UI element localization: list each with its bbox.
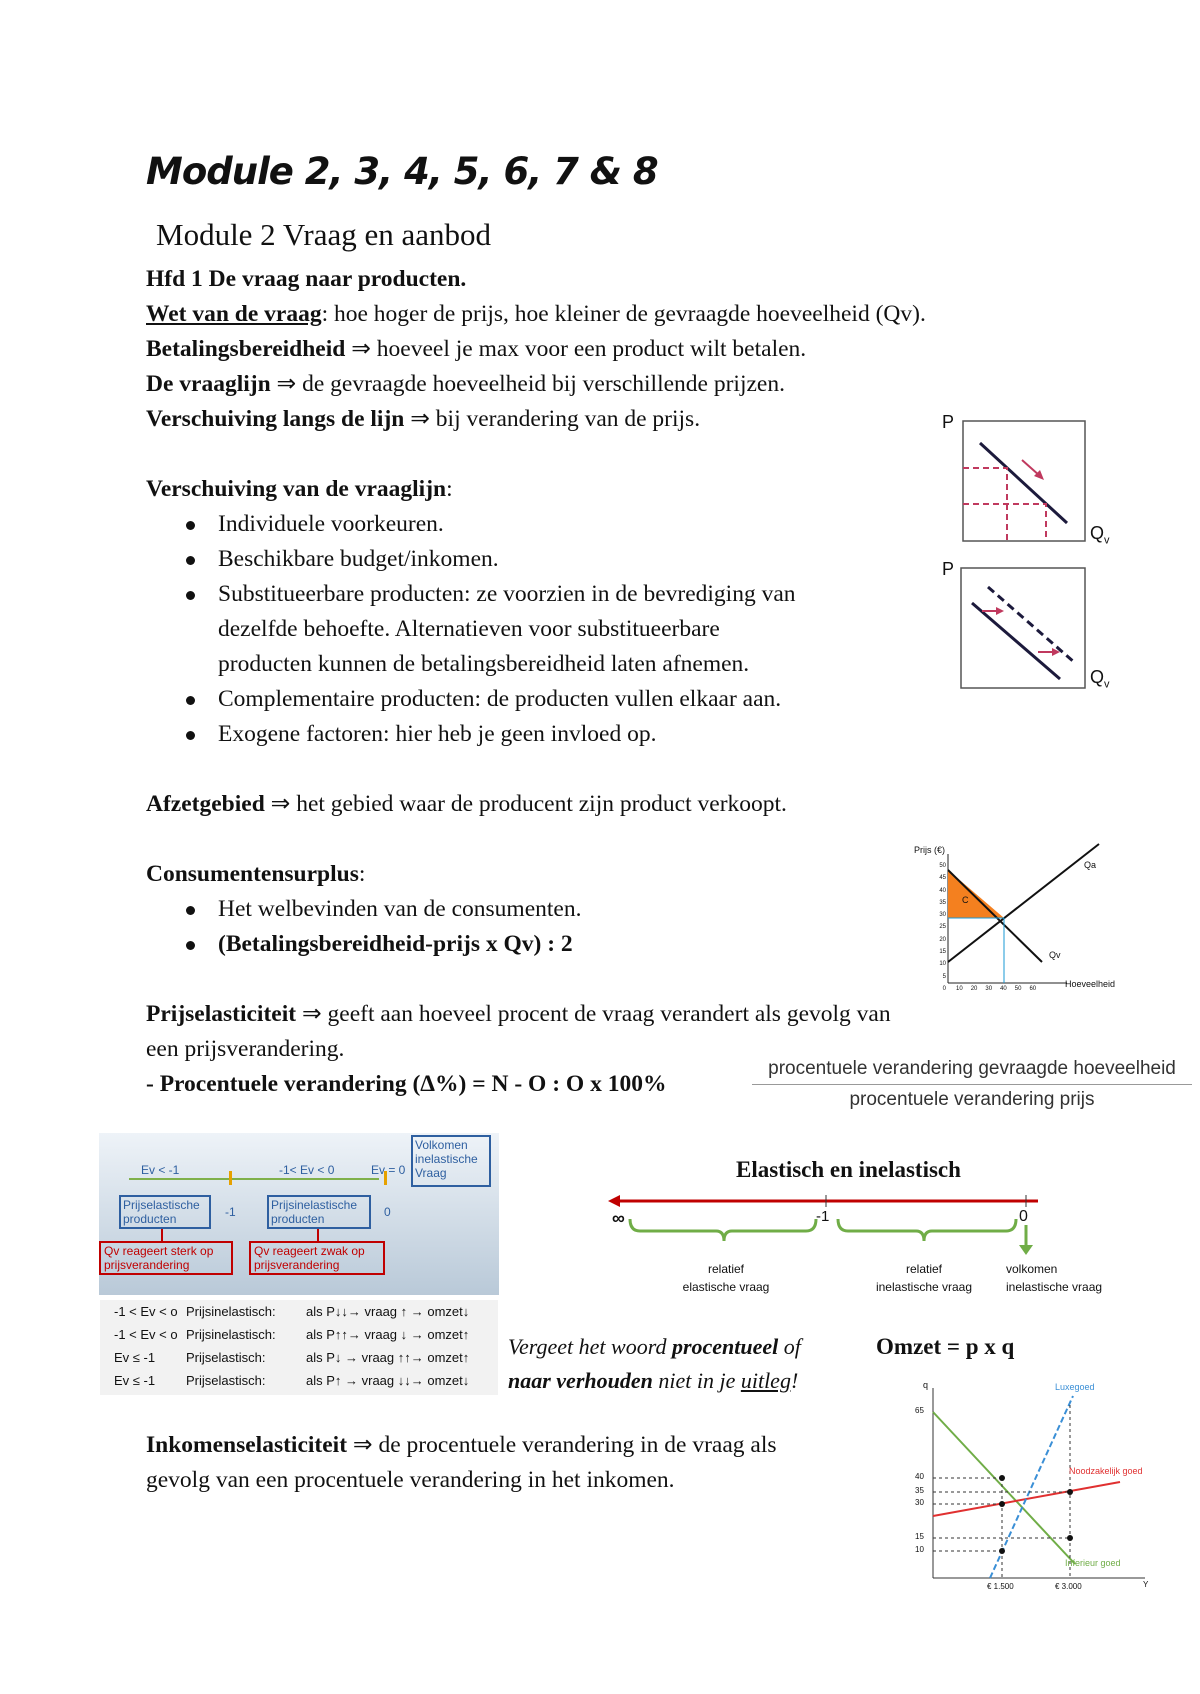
qa-label: Qa — [1084, 860, 1097, 870]
wet-line: Wet van de vraag: hoe hoger de prijs, hoe kleiner de gevraagde hoeveelheid (Qv). — [146, 301, 926, 327]
list-item: Exogene factoren: hier heb je geen invloed op. — [146, 717, 926, 752]
luxe-label: Luxegoed — [1055, 1382, 1095, 1392]
prijs-line: Prijselasticiteit ⇒ geeft aan hoeveel procent de vraag verandert als gevolg van — [146, 1001, 891, 1027]
page-title: Module 2, 3, 4, 5, 6, 7 & 8 — [146, 150, 658, 193]
minus1-label: -1 — [816, 1208, 830, 1225]
elasticity-table — [100, 1300, 498, 1395]
q-label: $Q_v$ — [1090, 667, 1110, 691]
y-tick: 45 — [939, 875, 946, 882]
x-tick: 40 — [1000, 986, 1007, 992]
q-axis-label: q — [923, 1380, 929, 1390]
verschuiving-line: Verschuiving van de vraaglijn: — [146, 476, 453, 502]
zero-label: 0 — [1019, 1208, 1028, 1225]
consumer-surplus-figure — [912, 840, 1132, 998]
x-axis-label: Hoeveelheid — [1065, 979, 1116, 989]
income-elasticity-figure — [905, 1380, 1165, 1600]
y-tick: 15 — [939, 949, 946, 956]
table-row: -1 < Ev < o Prijsinelastisch: als P↑↑→ vraag ↓ → omzet↑ — [114, 1327, 470, 1342]
consumenten-list — [146, 892, 926, 962]
divider — [129, 1178, 379, 1180]
elasticity-diagram — [99, 1133, 499, 1295]
label-relatief-inelastisch: relatief inelastische vraag — [875, 1262, 973, 1294]
y-tick: 65 — [915, 1406, 924, 1415]
x-tick: 20 — [970, 986, 978, 992]
y-ticks — [932, 860, 946, 995]
y-tick: 50 — [939, 863, 946, 869]
y-tick: 0 — [942, 985, 946, 992]
demand-shift-chart — [960, 567, 1087, 690]
demand-movement-chart — [962, 420, 1087, 543]
list-item: Complementaire producten: de producten vullen elkaar aan. — [146, 682, 926, 717]
y-tick: 35 — [915, 1486, 924, 1495]
elastic-scale-figure — [606, 1155, 1103, 1305]
langs-line: Verschuiving langs de lijn ⇒ bij verandering van de prijs. — [146, 406, 701, 432]
p-label: P — [942, 412, 955, 432]
x-tick: 60 — [1029, 986, 1037, 992]
list-item: Het welbevinden van de consumenten. — [146, 892, 926, 927]
consumenten-line: Consumentensurplus: — [146, 861, 366, 887]
x-tick: € 3.000 — [1055, 1582, 1082, 1591]
list-item: Individuele voorkeuren. — [146, 507, 926, 542]
omzet-formula: Omzet = p x q — [876, 1334, 1015, 1359]
vergeet-note: Vergeet het woord procentueel of naar verhouden niet in je uitleg! — [508, 1334, 801, 1393]
table-row: -1 < Ev < o Prijsinelastisch: als P↓↓→ vraag ↑ → omzet↓ — [114, 1304, 470, 1319]
tick — [229, 1171, 232, 1185]
zwak-box: Qv reageert zwak op prijsverandering — [249, 1241, 385, 1275]
minus1-label: -1 — [225, 1205, 236, 1219]
ev-mid-label: -1< Ev < 0 — [279, 1163, 335, 1177]
connector — [317, 1229, 319, 1241]
verschuiving-list — [146, 507, 926, 752]
y-tick: 10 — [915, 1545, 924, 1554]
y-tick: 30 — [939, 912, 946, 919]
prijs-formula: - Procentuele verandering (Δ%) = N - O : O x 100% — [146, 1071, 667, 1097]
x-tick: € 1.500 — [987, 1582, 1014, 1591]
ev-zero-label: Ev = 0 — [371, 1163, 406, 1177]
y-tick: 15 — [915, 1532, 924, 1541]
text-block-2 — [146, 1428, 777, 1498]
qv-label: Qv — [1049, 950, 1061, 960]
x-tick: 10 — [956, 986, 963, 992]
betaling-line: Betalingsbereidheid ⇒ hoeveel je max voor een product wilt betalen. — [146, 336, 807, 362]
prijs-line-2: een prijsverandering. — [146, 1036, 345, 1062]
afzet-line: Afzetgebied ⇒ het gebied waar de producent zijn product verkoopt. — [146, 791, 787, 817]
list-item: Substitueerbare producten: ze voorzien in de bevrediging van dezelfde behoefte. Alternatieven voor substitueerbare producten kunnen de betalingsbereidheid laten afnemen. — [146, 577, 926, 682]
q-label: $Q_v$ — [1090, 523, 1110, 547]
fraction-numerator: procentuele verandering gevraagde hoeveelheid — [768, 1058, 1176, 1079]
label-relatief-elastisch: relatief elastische vraag — [682, 1262, 770, 1294]
demand-movement-figure — [940, 410, 1110, 550]
prijselastische-box: Prijselastische producten — [119, 1195, 211, 1229]
sterk-box: Qv reageert sterk op prijsverandering — [99, 1241, 233, 1275]
c-label: C — [962, 895, 969, 905]
wet-term: Wet van de vraag — [146, 301, 322, 327]
nood-label: Noodzakelijk goed — [1069, 1466, 1143, 1476]
module-heading: Module 2 Vraag en aanbod — [156, 217, 492, 252]
table-row: Ev ≤ -1 Prijselastisch: als P↑ → vraag ↓↓→ omzet↓ — [114, 1373, 470, 1388]
x-tick: 30 — [985, 986, 993, 992]
table-row: Ev ≤ -1 Prijselastisch: als P↓ → vraag ↑↑→ omzet↑ — [114, 1350, 470, 1365]
y-tick: 40 — [939, 887, 946, 894]
elastic-title: Elastisch en inelastisch — [736, 1157, 961, 1182]
x-axis-label: Y — [1143, 1580, 1149, 1589]
list-item: (Betalingsbereidheid-prijs x Qv) : 2 — [146, 927, 926, 962]
infinity-label: ∞ — [612, 1208, 625, 1228]
y-tick: 10 — [939, 961, 946, 968]
vraaglijn-line: De vraaglijn ⇒ de gevraagde hoeveelheid bij verschillende prijzen. — [146, 371, 785, 397]
fraction-denominator: procentuele verandering prijs — [849, 1089, 1095, 1110]
demand-shift-figure — [940, 557, 1110, 697]
zero-label: 0 — [384, 1205, 391, 1219]
inferieur-label: Inferieur goed — [1065, 1558, 1121, 1568]
p-label: P — [942, 559, 955, 579]
y-tick: 35 — [939, 899, 946, 906]
x-ticks — [956, 986, 1036, 992]
fraction-line — [752, 1084, 1192, 1085]
y-tick: 25 — [939, 924, 946, 931]
y-axis-label: Prijs (€) — [914, 845, 945, 855]
elasticity-fraction — [752, 1058, 1192, 1111]
y-tick: 30 — [915, 1498, 924, 1507]
text-block-1 — [146, 262, 926, 1102]
y-tick: 5 — [942, 973, 946, 980]
y-tick: 20 — [939, 936, 946, 943]
label-volkomen: volkomen inelastische vraag — [1006, 1262, 1103, 1294]
connector — [161, 1229, 163, 1241]
volkomen-box: Volkomen inelastische Vraag — [411, 1135, 491, 1187]
chapter-heading: Hfd 1 De vraag naar producten. — [146, 266, 467, 292]
income-elasticity-chart — [905, 1380, 1165, 1600]
list-item: Beschikbare budget/inkomen. — [146, 542, 926, 577]
y-tick: 40 — [915, 1472, 924, 1481]
ev-lt-label: Ev < -1 — [141, 1163, 180, 1177]
x-tick: 50 — [1014, 986, 1022, 992]
inkomen-line-2: gevolg van een procentuele verandering in het inkomen. — [146, 1467, 675, 1493]
inkomen-line: Inkomenselasticiteit ⇒ de procentuele verandering in de vraag als — [146, 1432, 777, 1458]
prijsinelastische-box: Prijsinelastische producten — [267, 1195, 371, 1229]
